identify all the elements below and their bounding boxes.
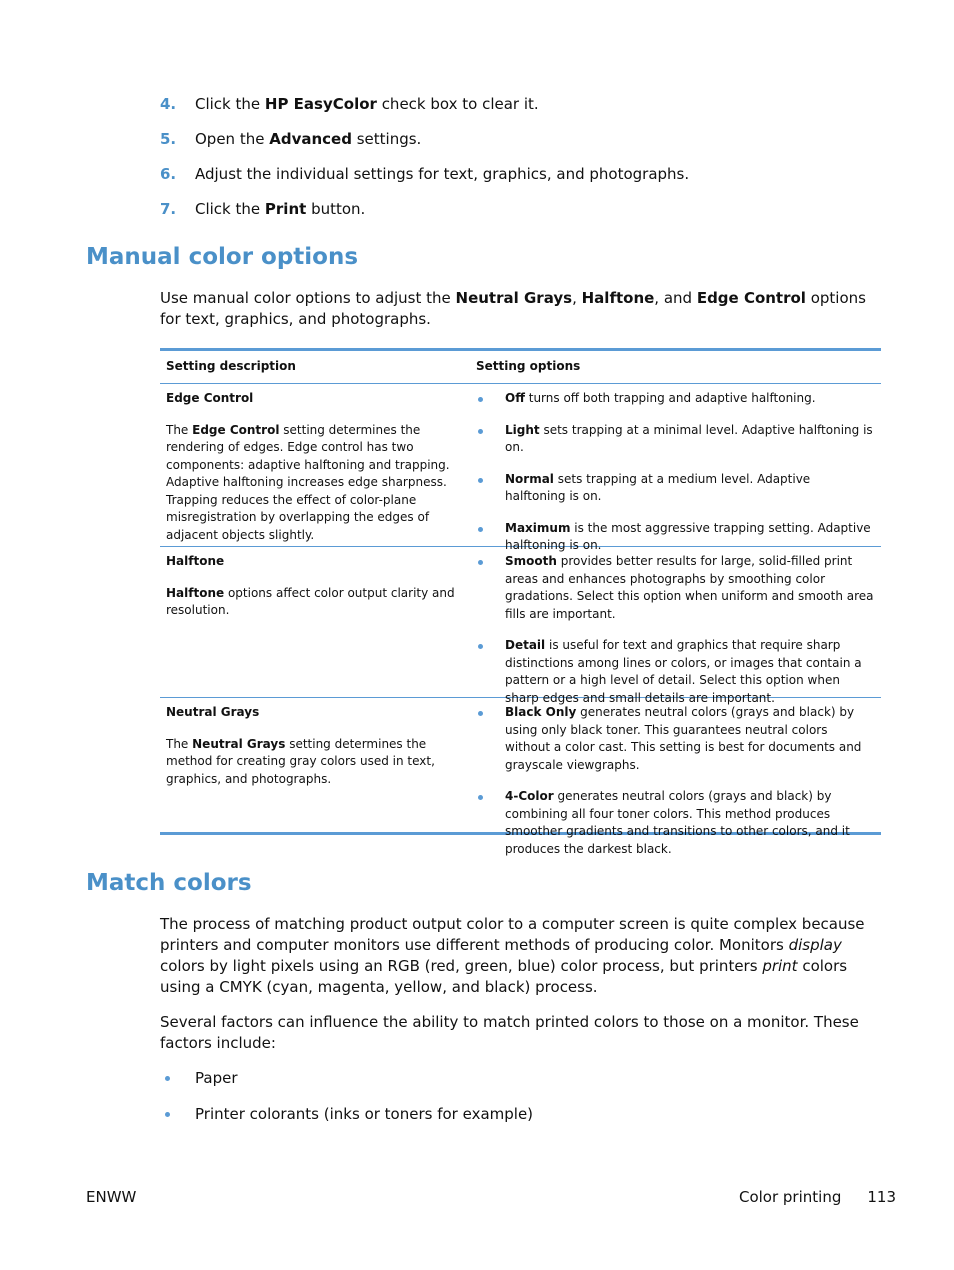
option-item: Black Only generates neutral colors (grays and black) by using only black toner. This guarantees neutral colors without a color cast. This setting is best for documents and grayscale viewgraphs. — [476, 704, 874, 774]
bullet-icon — [478, 429, 483, 434]
list-item: Paper — [160, 1066, 880, 1102]
bullet-icon — [478, 560, 483, 565]
step-item: 5. Open the Advanced settings. — [160, 127, 880, 162]
option-item: Maximum is the most aggressive trapping setting. Adaptive halftoning is on. — [476, 520, 874, 555]
manual-intro-paragraph: Use manual color options to adjust the Neutral Grays, Halftone, and Edge Control options for text, graphics, and photographs. — [160, 289, 866, 328]
table-row — [160, 384, 881, 552]
bullet-icon — [478, 527, 483, 532]
list-item: Printer colorants (inks or toners for example) — [160, 1102, 880, 1138]
footer-label: ENWW — [86, 1188, 137, 1206]
step-item: 6. Adjust the individual settings for text, graphics, and photographs. — [160, 162, 880, 197]
setting-description: The Edge Control setting determines the rendering of edges. Edge control has two components: adaptive halftoning and trapping. Adaptive halftoning increases edge sharpness. Trapping reduces the effect of color-plane misregistration by overlapping the edges of adjacent objects slightly. — [166, 422, 450, 542]
bullet-icon — [478, 478, 483, 483]
setting-description: Halftone options affect color output clarity and resolution. — [166, 585, 455, 617]
step-number: 6. — [160, 165, 177, 183]
page-number: 113 — [867, 1188, 896, 1206]
option-item: Off turns off both trapping and adaptive halftoning. — [476, 390, 874, 408]
option-item: Light sets trapping at a minimal level. Adaptive halftoning is on. — [476, 422, 874, 457]
bullet-icon — [478, 795, 483, 800]
option-item: Smooth provides better results for large, solid-filled print areas and enhances photographs by smoothing color gradations. Select this option when uniform and smooth area fills are important. — [476, 553, 874, 623]
bullet-icon — [165, 1112, 170, 1117]
bullet-icon — [478, 711, 483, 716]
setting-description: The Neutral Grays setting determines the method for creating gray colors used in text, graphics, and photographs. — [166, 736, 435, 786]
section-heading-match-colors: Match colors — [86, 870, 252, 896]
numbered-steps — [160, 92, 880, 232]
table-header — [160, 351, 881, 384]
column-header-options: Setting options — [476, 359, 581, 373]
section-heading-manual-color: Manual color options — [86, 244, 359, 270]
setting-title: Neutral Grays — [166, 705, 260, 719]
bullet-icon — [478, 644, 483, 649]
footer-section-title: Color printing — [738, 1188, 842, 1206]
step-item: 7. Click the Print button. — [160, 197, 880, 232]
step-item: 4. Click the HP EasyColor check box to clear it. — [160, 92, 880, 127]
step-number: 4. — [160, 95, 177, 113]
step-number: 5. — [160, 130, 177, 148]
option-item: 4-Color generates neutral colors (grays and black) by combining all four toner colors. This method produces smoother gradients and transitions to other colors, and it produces the darkest black. — [476, 788, 874, 858]
option-item: Detail is useful for text and graphics that require sharp distinctions among lines or colors, or images that contain a pattern or a high level of detail. Select this option when sharp edges and small details are important. — [476, 637, 874, 707]
match-paragraph-1: The process of matching product output color to a computer screen is quite complex because printers and computer monitors use different methods of producing color. Monitors display colors by light pixels using an RGB (red, green, blue) color process, but printers print colors using a CMYK (cyan, magenta, yellow, and black) process. — [160, 915, 865, 996]
bullet-icon — [165, 1076, 170, 1081]
setting-title: Halftone — [166, 554, 225, 568]
step-number: 7. — [160, 200, 177, 218]
option-item: Normal sets trapping at a medium level. Adaptive halftoning is on. — [476, 471, 874, 506]
column-header-description: Setting description — [166, 359, 296, 373]
table-row — [160, 547, 881, 705]
bullet-icon — [478, 397, 483, 402]
footer-section — [739, 1188, 896, 1206]
match-paragraph-2: Several factors can influence the ability to match printed colors to those on a monitor. These factors include: — [160, 1013, 859, 1052]
setting-title: Edge Control — [166, 391, 254, 405]
table-row — [160, 698, 881, 856]
settings-table — [160, 348, 881, 856]
factors-list — [160, 1066, 880, 1138]
